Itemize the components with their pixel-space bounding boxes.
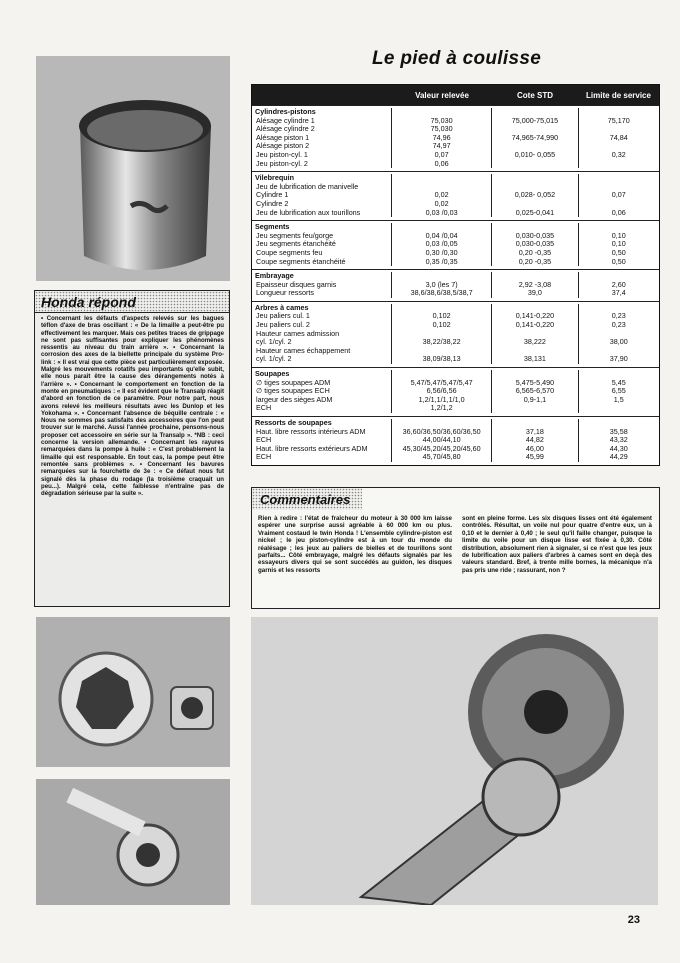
- table-cell: 2,92 -3,08: [518, 280, 552, 289]
- table-cell: 45,30/45,20/45,20/45,60: [402, 444, 481, 453]
- table-cell: 6,56/6,56: [426, 387, 457, 396]
- table-cell: 38,222: [523, 338, 546, 347]
- table-cell: 43,32: [609, 436, 628, 445]
- section-title-spacer: [492, 108, 577, 117]
- table-cell: 5,475-5,490: [515, 378, 555, 387]
- comments-title: Commentaires: [260, 492, 351, 507]
- photo-ring: [36, 56, 230, 281]
- table-cell: [579, 160, 659, 169]
- header-std: Cote STD: [517, 90, 553, 100]
- table-header: [252, 85, 659, 105]
- table-cell: 39,0: [527, 289, 542, 298]
- section-title-spacer: [492, 370, 577, 379]
- table-cell: Alésage piston 2: [256, 142, 310, 151]
- table-cell-group: [252, 370, 391, 413]
- table-cell: ECH: [256, 404, 272, 413]
- table-cell: 44,00/44,10: [422, 436, 461, 445]
- gear-illustration: [251, 617, 658, 905]
- section-title-spacer: [492, 174, 577, 183]
- table-cell: 0,07: [434, 150, 449, 159]
- table-cell: 74,97: [432, 142, 451, 151]
- table-cell-group: [391, 174, 491, 217]
- spec-table: [251, 84, 660, 466]
- table-cell: Hauteur cames échappement: [256, 346, 351, 355]
- table-cell: 0,030-0,035: [515, 231, 555, 240]
- section-title: Arbres à cames: [255, 303, 309, 312]
- table-cell: ECH: [256, 436, 272, 445]
- table-cell: 0,010- 0,055: [514, 150, 556, 159]
- table-cell: 35,58: [609, 427, 628, 436]
- section-title-spacer: [579, 223, 659, 232]
- table-cell: 6,565-6,570: [515, 387, 555, 396]
- table-cell: [579, 330, 659, 339]
- section-title-spacer: [492, 419, 577, 428]
- table-cell: 6,55: [611, 387, 626, 396]
- comments-box: [251, 487, 660, 609]
- section-title: Segments: [255, 223, 290, 232]
- table-cell: 0,02: [434, 199, 449, 208]
- table-cell: 0,23: [611, 321, 626, 330]
- section-title-spacer: [392, 223, 491, 232]
- table-cell-group: [491, 419, 577, 462]
- table-cell: [492, 330, 577, 339]
- table-cell-group: [391, 419, 491, 462]
- section-title-spacer: [492, 223, 577, 232]
- section-title-spacer: [579, 174, 659, 183]
- table-cell: 38,6/38,6/38,5/38,7: [410, 289, 473, 298]
- table-cell: ECH: [256, 453, 272, 462]
- table-cell-group: [491, 174, 577, 217]
- table-cell: Haut. libre ressorts extérieurs ADM: [256, 444, 368, 453]
- section-title: Vilebrequin: [255, 174, 295, 183]
- table-cell: 74,96: [432, 133, 451, 142]
- table-cell: 0,03 /0,05: [425, 240, 458, 249]
- honda-box: [34, 290, 230, 607]
- table-cell: [579, 125, 659, 134]
- table-cell: Alésage piston 1: [256, 133, 310, 142]
- table-cell: [579, 404, 659, 413]
- table-cell: 0,30 /0,30: [425, 248, 458, 257]
- table-cell: largeur des sièges ADM: [256, 395, 333, 404]
- table-cell: Cylindre 1: [256, 191, 289, 200]
- table-cell: 37,18: [525, 427, 544, 436]
- table-cell: Cylindre 2: [256, 199, 289, 208]
- table-cell: [392, 347, 491, 356]
- table-cell-group: [491, 370, 577, 413]
- section-title-spacer: [392, 108, 491, 117]
- table-cell-group: [578, 304, 659, 364]
- honda-body: • Concernant les défauts d'aspects relevés sur les bagues téflon d'axe de bras oscillant : « De la limaille a peut-être pu effectivement les marquer. Mais ces petites traces de grippage ne sont pas suffisantes pour expliquer les phénomènes ressentis au niveau du train arrière ». • Concernant la corrosion des axes de la biellette principale du système Pro-link : « Il est vrai que cette pièce est particulièrement exposée. Malgré les mouvements rotatifs peu importants qu'elle subit, elle nous paraît être la cause des dérangements notés à l'arrière ». • Concernant le comportement en fonction de la monte en pneumatiques : « Il est évident que le Transalp réagit d'abord en fonction de ce paramètre. Pour notre part, nous avons relevé les meilleurs résultats avec les Dunlop et les Yokohama ». • Concernant l'absence de béquille centrale : « Nous ne sommes pas satisfaits des accessoires que l'on peut trouver sur le marché. Aussi l'année prochaine, pensons-nous proposer cet accessoire en série sur la Transalp ». *NB : ceci concerne la version allemande. • Concernant les rayures remarquées dans la pompe à huile : « C'est probablement la limaille qui est responsable. En tout cas, la pompe peut être remontée sans problèmes ». • Concernant les bavures remarquées sur la fourchette de 3e : « Ce défaut nous fut signalé dès la phase du rodage (la troisième craquait un peu...). Malgré cela, cette faiblesse n'entraîne pas de dégradation sérieuse par la suite ».: [41, 315, 224, 498]
- table-cell: Coupe segments feu: [256, 248, 323, 257]
- table-cell: [492, 183, 577, 192]
- section-title: Cylindres-pistons: [255, 108, 316, 116]
- table-cell: Jeu segments étanchéité: [256, 240, 336, 249]
- table-cell-group: [391, 108, 491, 168]
- table-cell: 46,00: [525, 444, 544, 453]
- table-section: [252, 171, 659, 220]
- table-cell: 0,102: [432, 312, 451, 321]
- table-section: [252, 367, 659, 416]
- photo-oil-pump: [36, 617, 230, 767]
- table-cell: Jeu de lubrification de manivelle: [256, 182, 359, 191]
- table-cell: 1,5: [613, 395, 624, 404]
- section-title: Soupapes: [255, 370, 290, 379]
- table-cell: 0,141-0,220: [515, 312, 555, 321]
- section-title-spacer: [492, 304, 577, 313]
- section-title-spacer: [579, 272, 659, 281]
- section-title-spacer: [392, 272, 491, 281]
- table-cell: [492, 125, 577, 134]
- table-cell: 44,30: [609, 444, 628, 453]
- table-cell-group: [252, 174, 391, 217]
- table-cell-group: [578, 223, 659, 266]
- table-body: [252, 105, 659, 465]
- table-cell: 0,025-0,041: [515, 208, 555, 217]
- table-cell: 0,9-1,1: [523, 395, 547, 404]
- table-cell-group: [391, 223, 491, 266]
- table-cell: Alésage cylindre 1: [256, 116, 315, 125]
- table-cell: 0,06: [434, 159, 449, 168]
- table-cell: 37,4: [611, 289, 626, 298]
- table-section: [252, 269, 659, 301]
- section-title-spacer: [392, 419, 491, 428]
- header-measured: Valeur relevée: [415, 90, 469, 100]
- section-title-spacer: [392, 304, 491, 313]
- table-cell: 0,20 -0,35: [518, 248, 552, 257]
- table-cell: 2,60: [611, 280, 626, 289]
- table-cell: ∅ tiges soupapes ECH: [256, 387, 330, 396]
- table-cell: 0,07: [611, 191, 626, 200]
- section-title-spacer: [579, 370, 659, 379]
- table-cell-group: [391, 370, 491, 413]
- table-cell: [579, 347, 659, 356]
- table-cell: 0,03 /0,03: [425, 208, 458, 217]
- section-title: Ressorts de soupapes: [255, 419, 332, 427]
- table-cell: Coupe segments étanchéité: [256, 257, 346, 266]
- table-cell-group: [252, 304, 391, 364]
- table-cell-group: [491, 223, 577, 266]
- table-cell-group: [391, 272, 491, 298]
- table-cell: 0,102: [432, 321, 451, 330]
- table-cell-group: [252, 223, 391, 266]
- table-cell: 3,0 (les 7): [425, 280, 458, 289]
- table-cell-group: [578, 272, 659, 298]
- ring-illustration: [36, 56, 230, 281]
- table-cell: [492, 347, 577, 356]
- table-cell: 75,030: [430, 116, 453, 125]
- table-cell: Haut. libre ressorts intérieurs ADM: [256, 427, 366, 436]
- page-title: Le pied à coulisse: [372, 48, 542, 69]
- table-cell: 0,20 -0,35: [518, 257, 552, 266]
- table-section: [252, 105, 659, 171]
- table-cell: 45,99: [525, 453, 544, 462]
- table-cell: 0,030-0,035: [515, 240, 555, 249]
- page-number: 23: [627, 914, 640, 926]
- table-cell: cyl. 1/cyl. 2: [256, 338, 292, 347]
- table-cell: Hauteur cames admission: [256, 329, 340, 338]
- table-cell: 0,23: [611, 312, 626, 321]
- table-cell: ∅ tiges soupapes ADM: [256, 378, 331, 387]
- table-cell-group: [252, 108, 391, 168]
- table-section: [252, 301, 659, 367]
- table-cell: 1,2/1,2: [430, 404, 453, 413]
- table-cell: 0,10: [611, 231, 626, 240]
- table-cell: [492, 404, 577, 413]
- table-section: [252, 220, 659, 269]
- table-cell: 36,60/36,50/36,60/36,50: [402, 427, 481, 436]
- table-cell: 38,22/38,22: [422, 338, 461, 347]
- table-cell: Jeu piston-cyl. 2: [256, 159, 308, 168]
- table-cell: 0,50: [611, 248, 626, 257]
- section-title-spacer: [492, 272, 577, 281]
- pump-illustration: [36, 617, 230, 767]
- table-cell: 44,29: [609, 453, 628, 462]
- table-cell: 38,09/38,13: [422, 355, 461, 364]
- table-cell: 75,000-75,015: [511, 116, 559, 125]
- table-cell-group: [578, 370, 659, 413]
- table-cell: 74,965-74,990: [511, 133, 559, 142]
- table-cell-group: [252, 419, 391, 462]
- table-cell: 0,028- 0,052: [514, 191, 556, 200]
- section-title-spacer: [579, 419, 659, 428]
- table-cell: [492, 200, 577, 209]
- table-cell: Jeu piston-cyl. 1: [256, 150, 308, 159]
- section-title-spacer: [392, 174, 491, 183]
- table-cell: 0,02: [434, 191, 449, 200]
- table-cell: Longueur ressorts: [256, 289, 314, 298]
- table-cell-group: [252, 272, 391, 298]
- table-cell: Alésage cylindre 2: [256, 125, 315, 134]
- table-cell: 0,32: [611, 150, 626, 159]
- rod-illustration: [36, 779, 230, 905]
- header-limit: Limite de service: [586, 90, 651, 100]
- table-cell: 1,2/1,1/1,1/1,0: [418, 395, 465, 404]
- table-cell: 0,35 /0,35: [425, 257, 458, 266]
- table-cell: 0,50: [611, 257, 626, 266]
- table-cell: [579, 200, 659, 209]
- table-cell: 5,47/5,47/5,47/5,47: [410, 378, 473, 387]
- table-cell: Jeu paliers cul. 2: [256, 321, 310, 330]
- section-title-spacer: [579, 108, 659, 117]
- table-cell: 44,82: [525, 436, 544, 445]
- table-cell: 5,45: [611, 378, 626, 387]
- table-cell: [579, 183, 659, 192]
- table-cell: Jeu paliers cul. 1: [256, 312, 310, 321]
- table-cell: [579, 142, 659, 151]
- comments-col-1: Rien à redire : l'état de fraîcheur du moteur à 30 000 km laisse espérer une surprise aussi agréable à 60 000 km ou plus. Vraiment costaud le twin Honda ! L'ensemble cylindre-piston est nickel ; le jeu piston-cylindre est à un tour du monde du réalésage ; les jeux au paliers de bielles et de tourillons sont parfaits... Côté embrayage, malgré les défauts signalés par les essayeurs divers qui se sont succédés au guidon, les disques garnis et les ressorts: [258, 515, 452, 574]
- section-title-spacer: [579, 304, 659, 313]
- section-title: Embrayage: [255, 272, 294, 281]
- table-cell: [492, 160, 577, 169]
- table-cell: 38,131: [523, 355, 546, 364]
- table-cell: [392, 330, 491, 339]
- table-cell-group: [578, 174, 659, 217]
- table-cell: cyl. 1/cyl. 2: [256, 355, 292, 364]
- table-cell: 74,84: [609, 133, 628, 142]
- photo-gear-wrench: [251, 617, 658, 905]
- table-section: [252, 416, 659, 465]
- table-cell: 38,00: [609, 338, 628, 347]
- table-cell-group: [391, 304, 491, 364]
- table-cell: 0,10: [611, 240, 626, 249]
- photo-connecting-rod: [36, 779, 230, 905]
- table-cell: 0,06: [611, 208, 626, 217]
- table-cell-group: [578, 419, 659, 462]
- table-cell-group: [491, 108, 577, 168]
- table-cell: Jeu segments feu/gorge: [256, 231, 334, 240]
- table-cell: Epaisseur disques garnis: [256, 280, 337, 289]
- honda-title: Honda répond: [41, 294, 136, 310]
- comments-col-2: sont en pleine forme. Les six disques lisses ont été également contrôlés. Résultat, un voile nul pour quatre d'entre eux, un à 0,10 et le dernier à 0,40 ; le seul qu'il faille changer, puisque la limite du voile pour un disque lisse est fixée à 0,30. Côté distribution, absolument rien à signaler, si ce n'est que les jeux de lubrification aux paliers d'arbres à cames sont en deçà des valeurs standard. Bref, à trente mille bornes, la mécanique n'a pas pris une ride ; rassurant, non ?: [462, 515, 652, 574]
- table-cell: 45,70/45,80: [422, 453, 461, 462]
- section-title-spacer: [392, 370, 491, 379]
- table-cell: [392, 183, 491, 192]
- table-cell-group: [491, 304, 577, 364]
- table-cell: 0,141-0,220: [515, 321, 555, 330]
- table-cell: Jeu de lubrification aux tourillons: [256, 208, 361, 217]
- table-cell: 75,030: [430, 125, 453, 134]
- table-cell: 75,170: [607, 116, 630, 125]
- table-cell: 0,04 /0,04: [425, 231, 458, 240]
- table-cell-group: [578, 108, 659, 168]
- table-cell: 37,90: [609, 355, 628, 364]
- table-cell: [492, 142, 577, 151]
- table-cell-group: [491, 272, 577, 298]
